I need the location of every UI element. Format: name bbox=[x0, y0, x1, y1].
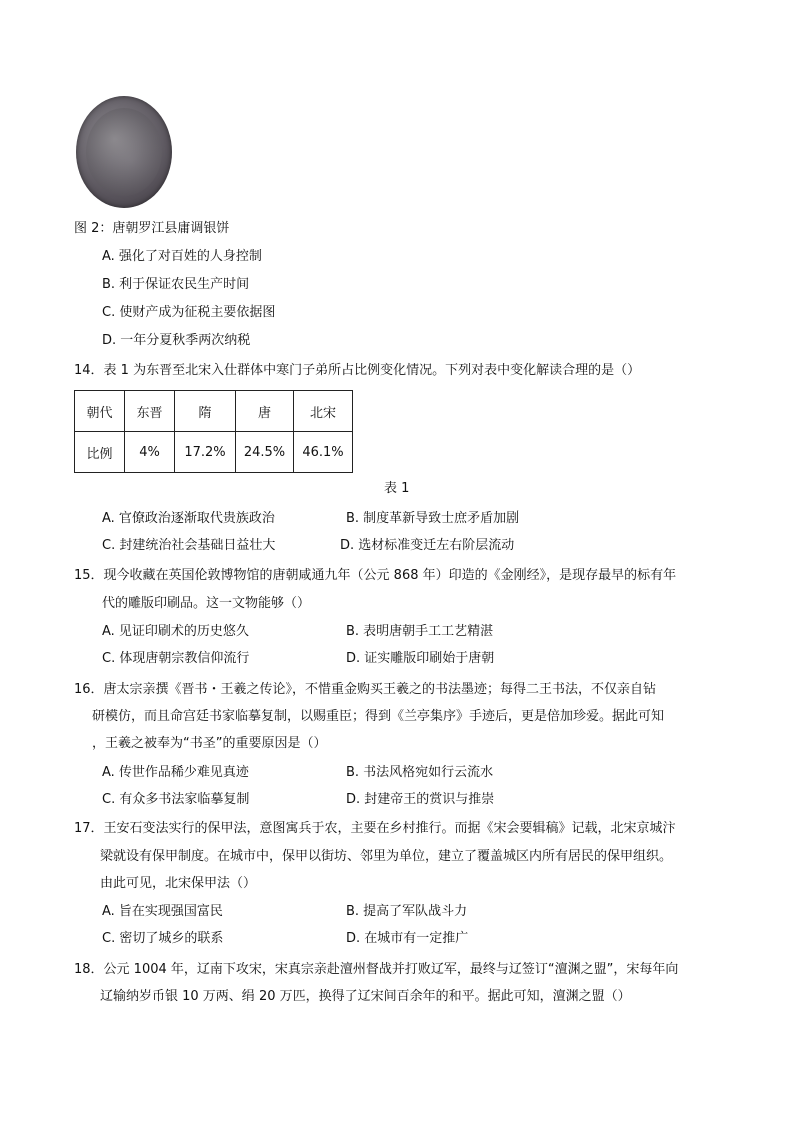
table-1 bbox=[74, 390, 353, 473]
q15-option-d: D. 证实雕版印刷始于唐朝 bbox=[346, 651, 495, 666]
q18-stem-line1: 18．公元 1004 年，辽南下攻宋，宋真宗亲赴澶州督战并打败辽军，最终与辽签订“澶渊之盟”，宋每年向 bbox=[74, 962, 679, 977]
table-cell: 北宋 bbox=[294, 391, 353, 432]
q15-option-a: A. 见证印刷术的历史悠久 bbox=[102, 624, 249, 639]
silver-cake-photo bbox=[76, 96, 172, 208]
q17-stem-line1: 17．王安石变法实行的保甲法，意图寓兵于农，主要在乡村推行。而据《宋会要辑稿》记载，北宋京城汴 bbox=[74, 821, 676, 836]
q17-stem-line3: 由此可见，北宋保甲法（） bbox=[100, 876, 257, 891]
q16-stem-line3: ，王羲之被奉为“书圣”的重要原因是（） bbox=[92, 736, 327, 751]
q17-option-b: B. 提高了军队战斗力 bbox=[346, 904, 468, 919]
table-cell: 唐 bbox=[236, 391, 294, 432]
q14-option-c: C. 封建统治社会基础日益壮大 bbox=[102, 538, 276, 553]
q17-stem-line2: 梁就设有保甲制度。在城市中，保甲以街坊、邻里为单位，建立了覆盖城区内所有居民的保甲组织。 bbox=[100, 849, 673, 864]
q16-stem-line2: 研模仿，而且命宫廷书家临摹复制，以赐重臣；得到《兰亭集序》手迹后，更是倍加珍爱。据此可知 bbox=[92, 709, 665, 724]
q15-stem-line2: 代的雕版印刷品。这一文物能够（） bbox=[102, 596, 311, 611]
figure-caption: 图 2：唐朝罗江县庸调银饼 bbox=[74, 221, 230, 236]
table-cell: 隋 bbox=[175, 391, 236, 432]
table-row bbox=[75, 432, 353, 473]
table-cell: 比例 bbox=[75, 432, 125, 473]
q17-option-d: D. 在城市有一定推广 bbox=[346, 931, 469, 946]
q18-stem-line2: 辽输纳岁币银 10 万两、绢 20 万匹，换得了辽宋间百余年的和平。据此可知，澶渊之盟（） bbox=[100, 989, 631, 1004]
q16-option-d: D. 封建帝王的赏识与推崇 bbox=[346, 792, 495, 807]
table-cell: 46.1% bbox=[294, 432, 353, 473]
table-cell: 朝代 bbox=[75, 391, 125, 432]
q16-option-c: C. 有众多书法家临摹复制 bbox=[102, 792, 250, 807]
q14-option-a: A. 官僚政治逐渐取代贵族政治 bbox=[102, 511, 275, 526]
table-cell: 17.2% bbox=[175, 432, 236, 473]
q13-option-b: B. 利于保证农民生产时间 bbox=[102, 277, 250, 292]
table-cell: 24.5% bbox=[236, 432, 294, 473]
q13-option-a: A. 强化了对百姓的人身控制 bbox=[102, 249, 262, 264]
table-caption: 表 1 bbox=[384, 481, 410, 496]
q17-option-c: C. 密切了城乡的联系 bbox=[102, 931, 224, 946]
table-cell: 4% bbox=[125, 432, 175, 473]
q13-option-c: C. 使财产成为征税主要依据图 bbox=[102, 305, 276, 320]
table-cell: 东晋 bbox=[125, 391, 175, 432]
q14-option-b: B. 制度革新导致士庶矛盾加剧 bbox=[346, 511, 520, 526]
table-row bbox=[75, 391, 353, 432]
q16-option-b: B. 书法风格宛如行云流水 bbox=[346, 765, 494, 780]
q15-option-b: B. 表明唐朝手工工艺精湛 bbox=[346, 624, 494, 639]
q15-option-c: C. 体现唐朝宗教信仰流行 bbox=[102, 651, 250, 666]
q16-stem-line1: 16．唐太宗亲撰《晋书・王羲之传论》，不惜重金购买王羲之的书法墨迹；每得二王书法，不仅亲自钻 bbox=[74, 682, 657, 697]
q13-option-d: D. 一年分夏秋季两次纳税 bbox=[102, 333, 251, 348]
q16-option-a: A. 传世作品稀少难见真迹 bbox=[102, 765, 249, 780]
q14-option-d: D. 选材标准变迁左右阶层流动 bbox=[340, 538, 515, 553]
q17-option-a: A. 旨在实现强国富民 bbox=[102, 904, 223, 919]
q15-stem-line1: 15．现今收藏在英国伦敦博物馆的唐朝咸通九年（公元 868 年）印造的《金刚经》，是现存最早的标有年 bbox=[74, 568, 677, 583]
q14-stem: 14．表 1 为东晋至北宋入仕群体中寒门子弟所占比例变化情况。下列对表中变化解读合理的是（） bbox=[74, 363, 641, 378]
